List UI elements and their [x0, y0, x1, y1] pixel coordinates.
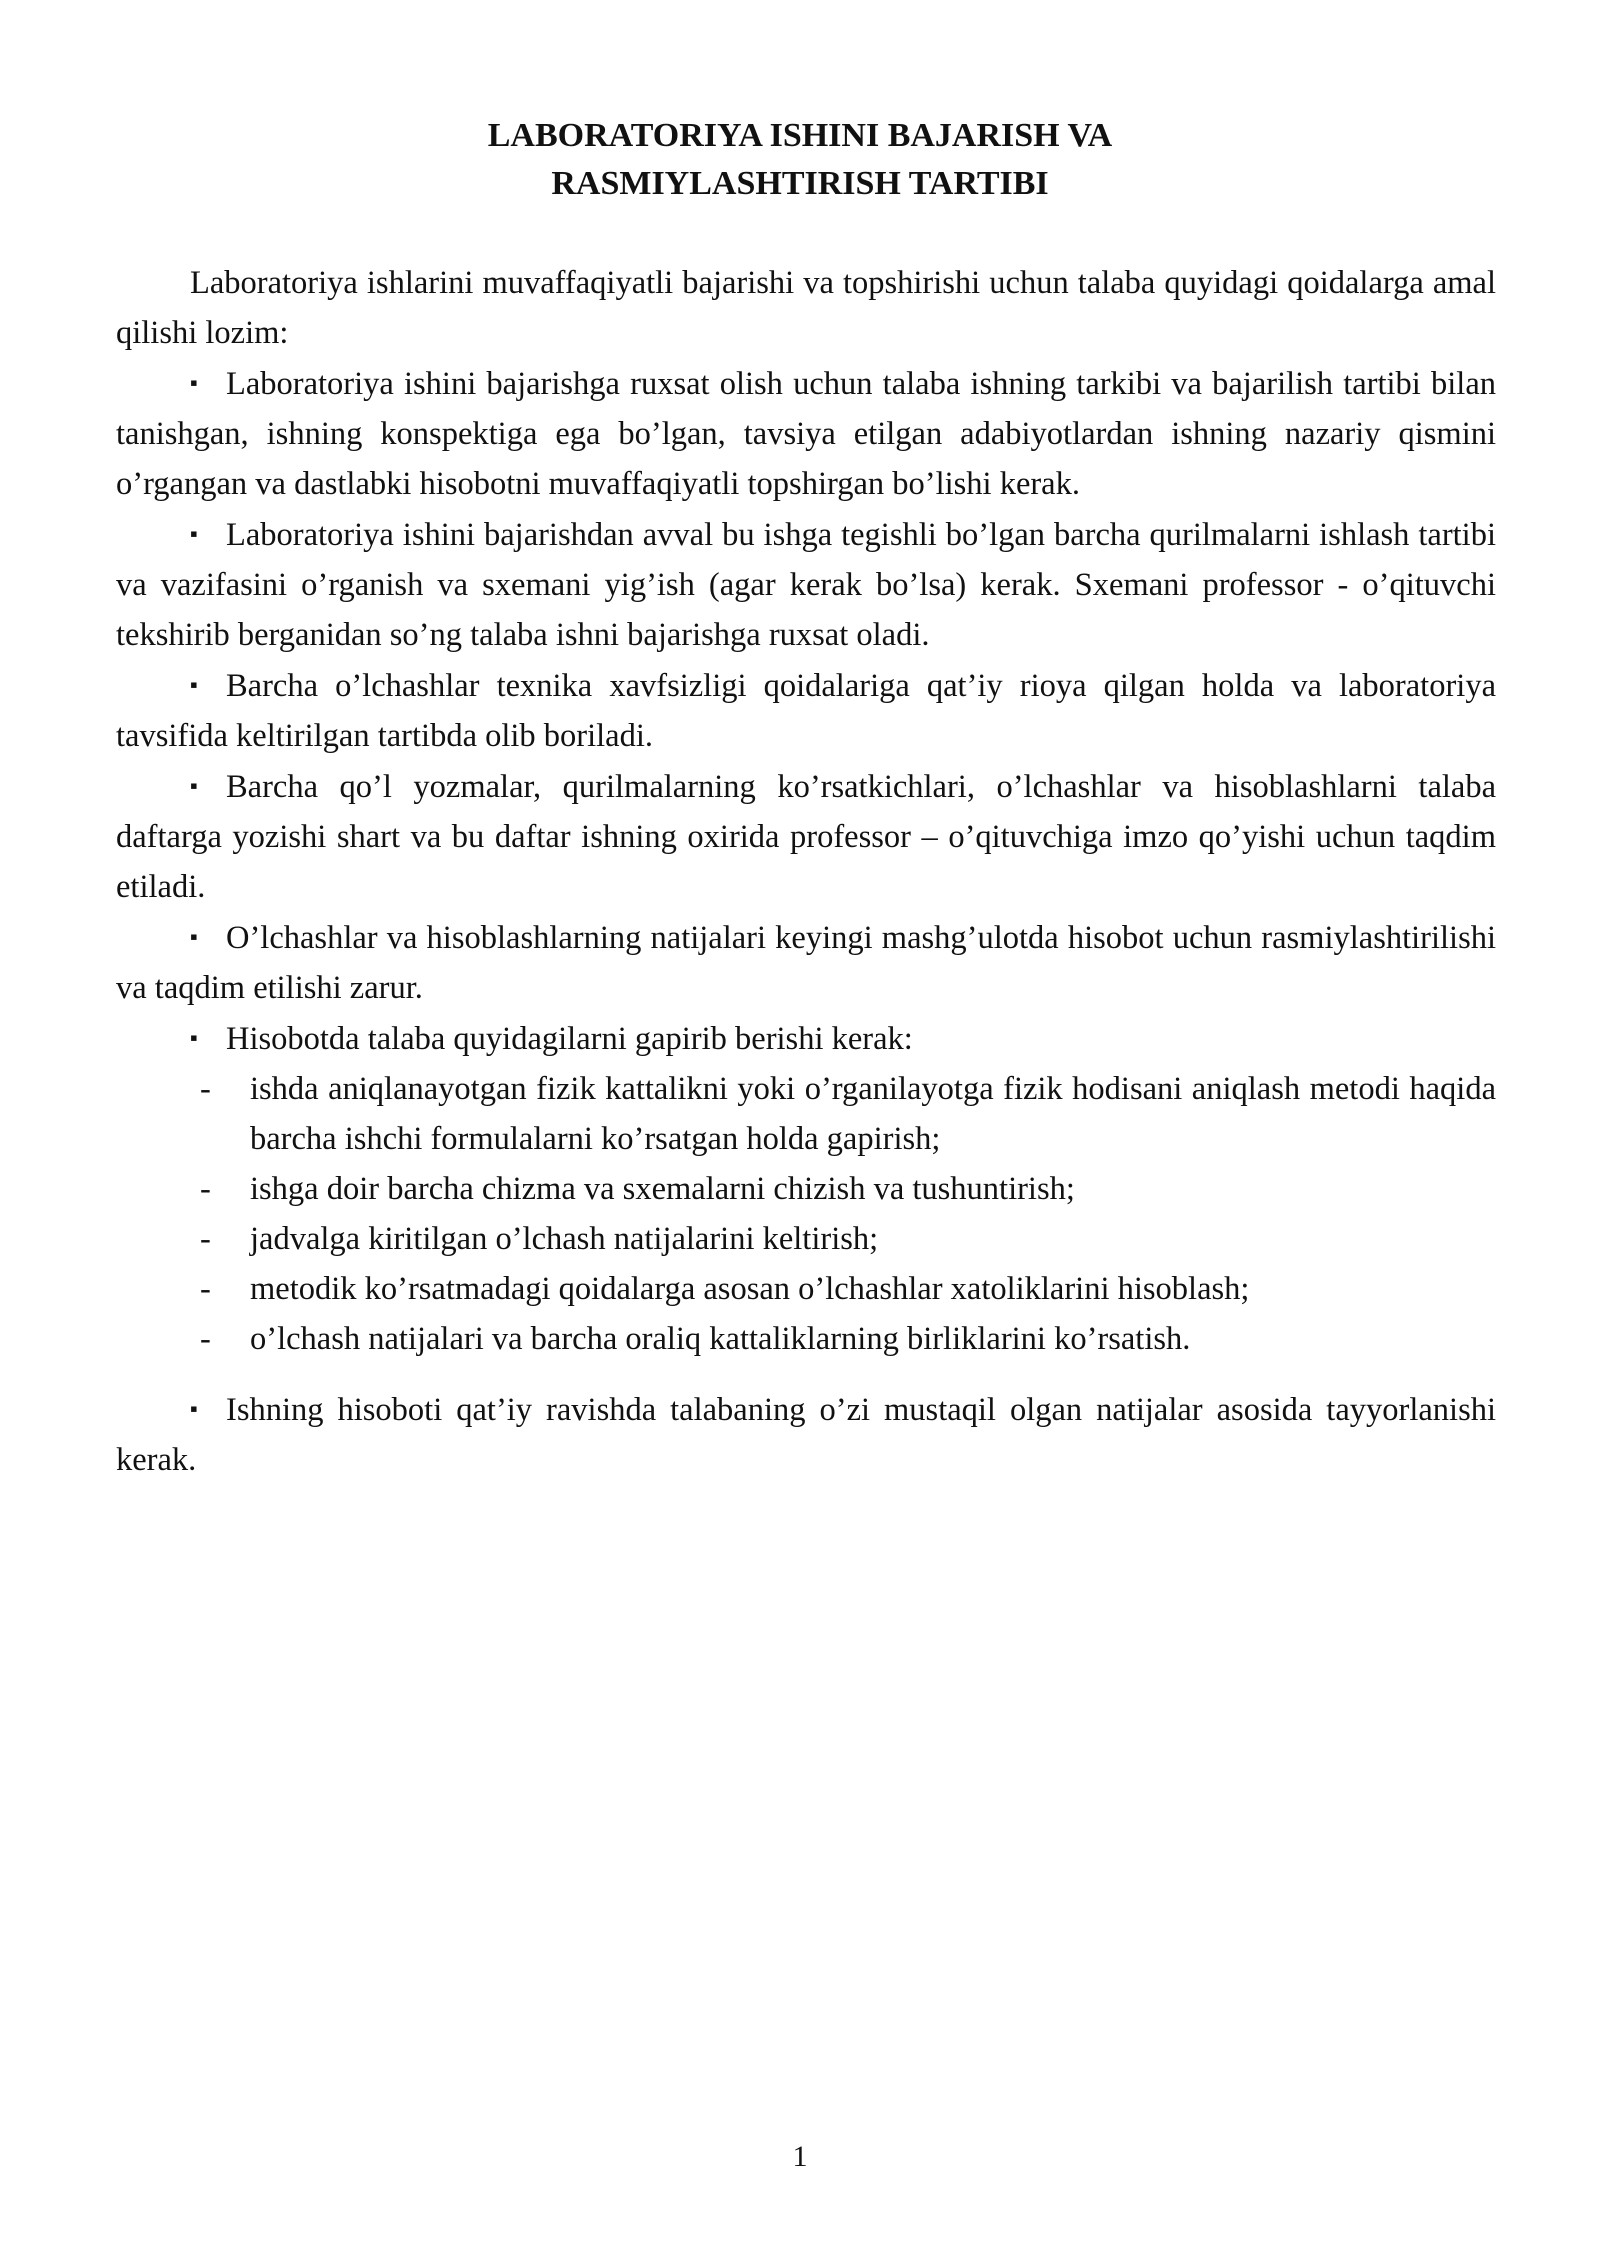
- dash-marker: -: [200, 1221, 211, 1257]
- dash-marker: -: [200, 1271, 211, 1307]
- bullet-paragraph-1: [116, 358, 1496, 509]
- page-number: 1: [792, 2140, 808, 2173]
- list-item: [116, 1264, 1496, 1314]
- dash-marker: -: [200, 1071, 211, 1107]
- list-item-text: o’lchash natijalari va barcha oraliq kattaliklarning birliklarini ko’rsatish.: [250, 1321, 1191, 1357]
- page-title: [0, 112, 1600, 208]
- bullet-text: Barcha o’lchashlar texnika xavfsizligi qoidalariga qat’iy rioya qilgan holda va laboratoriya tavsifida keltirilgan tartibda olib boriladi.: [116, 668, 1496, 754]
- bullet-paragraph-6: [116, 1013, 1496, 1064]
- bullet-text: Ishning hisoboti qat’iy ravishda talabaning o’zi mustaqil olgan natijalar asosida tayyorlanishi kerak.: [116, 1392, 1496, 1478]
- bullet-paragraph-5: [116, 912, 1496, 1013]
- list-item-text: ishga doir barcha chizma va sxemalarni chizish va tushuntirish;: [250, 1171, 1075, 1207]
- square-bullet-icon: ▪: [190, 773, 198, 798]
- square-bullet-icon: ▪: [190, 370, 198, 395]
- bullet-text: Barcha qo’l yozmalar, qurilmalarning ko’rsatkichlari, o’lchashlar va hisoblashlarni talaba daftarga yozishi shart va bu daftar ishning oxirida professor – o’qituvchiga imzo qo’yishi uchun taqdim etiladi.: [116, 769, 1496, 905]
- title-line-2: RASMIYLASHTIRISH TARTIBI: [551, 165, 1049, 202]
- square-bullet-icon: ▪: [190, 924, 198, 949]
- bullet-text: Laboratoriya ishini bajarishga ruxsat olish uchun talaba ishning tarkibi va bajarilish tartibi bilan tanishgan, ishning konspektiga ega bo’lgan, tavsiya etilgan adabiyotlardan ishning nazariy qismini o’rgangan va dastlabki hisobotni muvaffaqiyatli topshirgan bo’lishi kerak.: [116, 366, 1496, 502]
- final-bullet-paragraph: [116, 1384, 1496, 1485]
- list-item: [116, 1064, 1496, 1164]
- square-bullet-icon: ▪: [190, 1025, 198, 1050]
- intro-paragraph: Laboratoriya ishlarini muvaffaqiyatli bajarishi va topshirishi uchun talaba quyidagi qoidalarga amal qilishi lozim:: [116, 265, 1496, 351]
- list-item-text: jadvalga kiritilgan o’lchash natijalarini keltirish;: [250, 1221, 879, 1257]
- square-bullet-icon: ▪: [190, 521, 198, 546]
- bullet-paragraph-3: [116, 660, 1496, 761]
- bullet-text: O’lchashlar va hisoblashlarning natijalari keyingi mashg’ulotda hisobot uchun rasmiylashtirilishi va taqdim etilishi zarur.: [116, 920, 1496, 1006]
- title-line-1: LABORATORIYA ISHINI BAJARISH VA: [487, 117, 1113, 154]
- list-item-text: ishda aniqlanayotgan fizik kattalikni yoki o’rganilayotga fizik hodisani aniqlash metodi haqida barcha ishchi formulalarni ko’rsatgan holda gapirish;: [250, 1071, 1496, 1157]
- document-body: [116, 258, 1496, 1485]
- list-item-text: metodik ko’rsatmadagi qoidalarga asosan o’lchashlar xatoliklarini hisoblash;: [250, 1271, 1250, 1307]
- list-item: [116, 1214, 1496, 1264]
- bullet-paragraph-4: [116, 761, 1496, 912]
- square-bullet-icon: ▪: [190, 672, 198, 697]
- bullet-text: Laboratoriya ishini bajarishdan avval bu ishga tegishli bo’lgan barcha qurilmalarni ishlash tartibi va vazifasini o’rganish va sxemani yig’ish (agar kerak bo’lsa) kerak. Sxemani professor - o’qituvchi tekshirib berganidan so’ng talaba ishni bajarishga ruxsat oladi.: [116, 517, 1496, 653]
- dash-marker: -: [200, 1321, 211, 1357]
- bullet-paragraph-2: [116, 509, 1496, 660]
- bullet-text: Hisobotda talaba quyidagilarni gapirib berishi kerak:: [226, 1021, 913, 1057]
- list-item: [116, 1314, 1496, 1364]
- list-item: [116, 1164, 1496, 1214]
- report-requirements-list: [116, 1064, 1496, 1364]
- dash-marker: -: [200, 1171, 211, 1207]
- square-bullet-icon: ▪: [190, 1396, 198, 1421]
